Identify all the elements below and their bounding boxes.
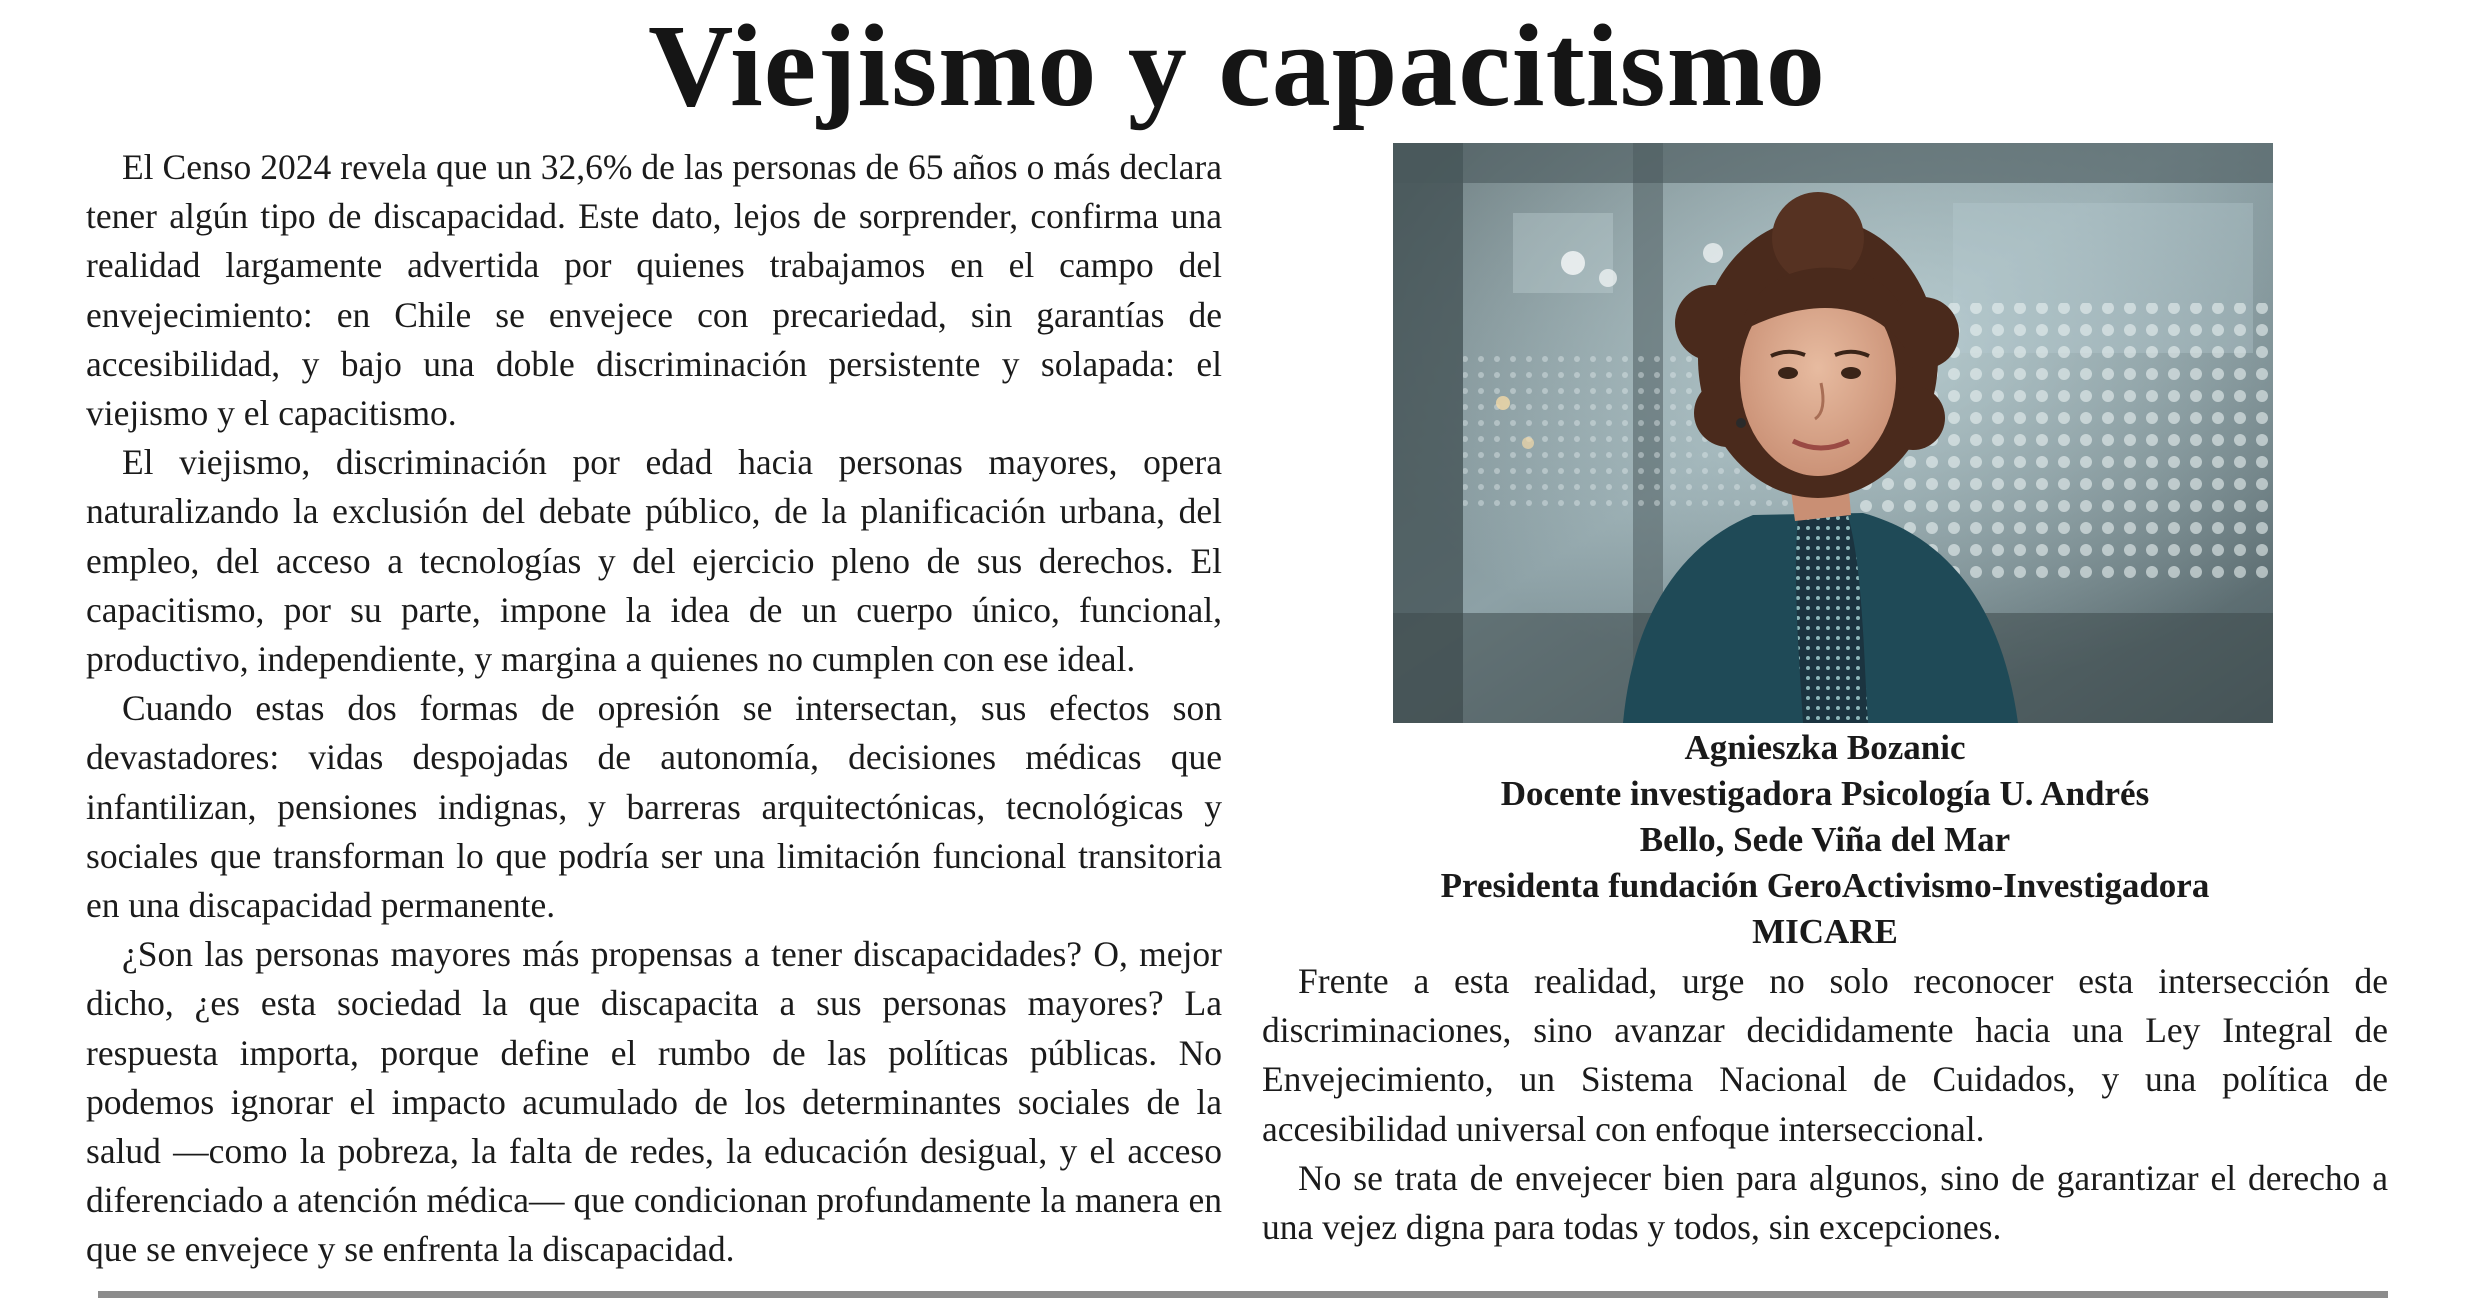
paragraph-5: Frente a esta realidad, urge no solo reconocer esta intersección de discriminaciones, sino avanzar decididamente hacia una Ley Integral de Envejecimiento, un Sistema Nacional de Cuidados, y una política de accesibilidad universal con enfoque interseccional. xyxy=(1262,961,2388,1149)
paragraph-2: El viejismo, discriminación por edad hacia personas mayores, opera naturalizando la exclusión del debate público, de la planificación urbana, del empleo, del acceso a tecnologías y del ejercicio pleno de sus derechos. El capacitismo, por su parte, impone la idea de un cuerpo único, funcional, productivo, independiente, y margina a quienes no cumplen con ese ideal. xyxy=(86,442,1222,680)
bottom-rule xyxy=(98,1291,2388,1298)
caption-line-2: Docente investigadora Psicología U. Andrés xyxy=(1500,774,2150,813)
author-photo xyxy=(1393,143,2273,723)
caption-name: Agnieszka Bozanic xyxy=(1684,728,1966,767)
paragraph-4: ¿Son las personas mayores más propensas a tener discapacidades? O, mejor dicho, ¿es esta sociedad la que discapacita a sus personas mayores? La respuesta importa, porque define el rumbo de las políticas públicas. No podemos ignorar el impacto acumulado de los determinantes sociales de la salud —como la pobreza, la falta de redes, la educación desigual, y el acceso diferenciado a atención médica— que condicionan profundamente la manera en que se envejece y se enfrenta la discapacidad. xyxy=(86,934,1222,1270)
headline: Viejismo y capacitismo xyxy=(648,0,1826,131)
photo-caption xyxy=(1262,725,2388,955)
left-column xyxy=(86,143,1222,1275)
caption-line-3: Bello, Sede Viña del Mar xyxy=(1639,820,2011,859)
paragraph-1: El Censo 2024 revela que un 32,6% de las personas de 65 años o más declara tener algún tipo de discapacidad. Este dato, lejos de sorprender, confirma una realidad largamente advertida por quienes trabajamos en el campo del envejecimiento: en Chile se envejece con precariedad, sin garantías de accesibilidad, y bajo una doble discriminación persistente y solapada: el viejismo y el capacitismo. xyxy=(86,147,1222,434)
right-column xyxy=(1262,143,2388,1252)
paragraph-3: Cuando estas dos formas de opresión se intersectan, sus efectos son devastadores: vidas despojadas de autonomía, decisiones médicas que infantilizan, pensiones indignas, y barreras arquitectónicas, tecnológicas y sociales que transforman lo que podría ser una limitación funcional transitoria en una discapacidad permanente. xyxy=(86,688,1222,926)
caption-line-4: Presidenta fundación GeroActivismo-Investigadora xyxy=(1440,866,2210,905)
caption-line-5: MICARE xyxy=(1752,912,1898,951)
paragraph-6: No se trata de envejecer bien para algunos, sino de garantizar el derecho a una vejez digna para todas y todos, sin excepciones. xyxy=(1262,1157,2388,1248)
